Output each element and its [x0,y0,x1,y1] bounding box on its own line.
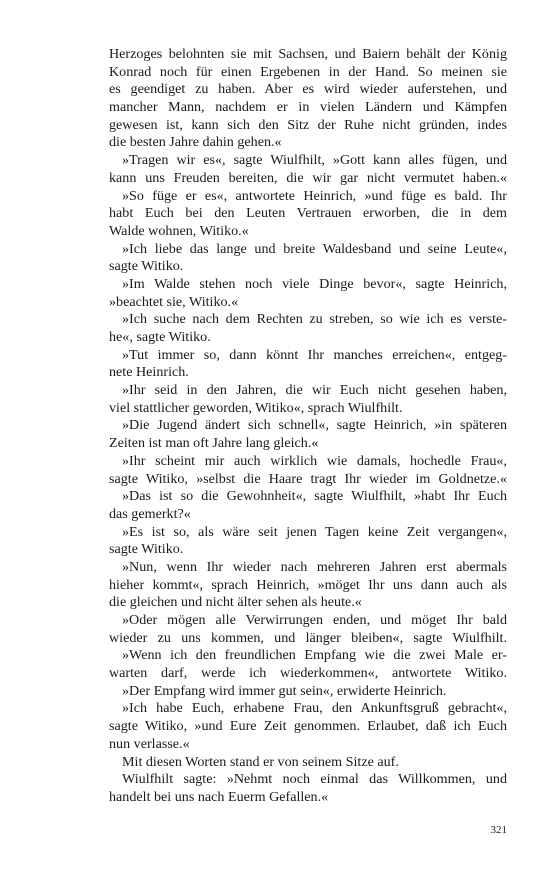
text-line-content: sagte Witiko. [109,258,184,275]
text-line-content: viel stattlicher geworden, Witiko«, sprach Wiulfhilt. [109,399,403,416]
text-line-content: hieher kommt«, sprach Heinrich, »möget Ihr uns dann auch als [109,576,507,593]
text-line [109,754,507,772]
text-line-content: »Ich habe Euch, erhabene Frau, den Ankunftsgruß gebracht«, [122,700,507,717]
text-line [109,46,507,64]
text-line [109,152,507,170]
text-line [109,417,507,435]
text-line-content: handelt bei uns nach Euerm Gefallen.« [109,788,329,805]
text-line-content: »Ich suche nach dem Rechten zu streben, so wie ich es verste- [122,311,507,328]
text-line [109,718,507,736]
text-line [109,541,507,559]
text-line-content: sagte Witiko, »und Eure Zeit genommen. Erlaubet, daß ich Euch [109,718,507,735]
text-line-content: »Ihr seid in den Jahren, die wir Euch nicht gesehen haben, [122,382,507,399]
text-line-content: Wiulfhilt sagte: »Nehmt noch einmal das Willkommen, und [122,771,507,788]
text-line [109,771,507,789]
text-line-content: das gemerkt?« [109,505,191,522]
text-line [109,223,507,241]
text-line-content: »Tut immer so, dann könnt Ihr manches erreichen«, entgeg- [122,346,507,363]
text-line-content: »Oder mögen alle Verwirrungen enden, und möget Ihr bald [122,612,507,628]
text-line-content: »Der Empfang wird immer gut sein«, erwiderte Heinrich. [122,682,447,699]
text-line [109,453,507,471]
text-line [109,559,507,577]
text-line [109,258,507,276]
text-line-content: Herzoges belohnten sie mit Sachsen, und Baiern behält der König [109,46,507,62]
text-line [109,81,507,99]
text-line [109,241,507,259]
text-line [109,789,507,807]
text-line [109,134,507,152]
text-line-content: Mit diesen Worten stand er von seinem Sitze auf. [122,753,399,770]
text-line [109,347,507,365]
text-line-content: »Im Walde stehen noch viele Dinge bevor«, sagte Heinrich, [122,275,507,292]
text-line [109,400,507,418]
text-line-content: »Ihr scheint mir auch wirklich wie damals, hochedle Frau«, [122,452,507,469]
text-line [109,435,507,453]
text-line-content: mancher Mann, nachdem er in vielen Ländern und Kämpfen [109,99,507,116]
text-line-content: habt Euch bei den Leuten Vertrauen erworben, die in dem [109,205,507,222]
text-line-content: gewesen ist, kann sich den Sitz der Ruhe nicht gründen, indes [109,116,507,133]
body-text [109,46,507,807]
text-line-content: nete Heinrich. [109,364,189,381]
text-line-content: »Ich liebe das lange und breite Waldesband und seine Leute«, [122,240,507,257]
text-line [109,630,507,648]
text-line [109,736,507,754]
text-line-content: Zeiten ist man oft Jahre lang gleich.« [109,435,319,452]
text-line [109,506,507,524]
text-line [109,594,507,612]
text-line [109,117,507,135]
text-line-content: kann uns Freuden bereiten, die wir gar nicht vermutet haben.« [109,169,507,186]
text-line [109,364,507,382]
text-line-content: es geendiget zu haben. Aber es wird wieder auferstehen, und [109,81,507,98]
text-line [109,276,507,294]
text-line [109,294,507,312]
text-line [109,170,507,188]
text-line [109,382,507,400]
text-line [109,524,507,542]
text-line-content: Konrad noch für einen Ergebenen in der Hand. So meinen sie [109,63,507,80]
text-line [109,99,507,117]
text-line-content: die besten Jahre dahin gehen.« [109,134,282,151]
text-line-content: warten darf, werde ich wiederkommen«, antwortete Witiko. [109,665,507,682]
text-line-content: »Die Jugend ändert sich schnell«, sagte Heinrich, »in späteren [122,417,507,434]
text-line [109,188,507,206]
text-line-content: wieder zu uns kommen, und länger bleiben«, sagte Wiulfhilt. [109,629,507,646]
text-line-content: »Das ist so die Gewohnheit«, sagte Wiulfhilt, »habt Ihr Euch [122,488,507,505]
text-line-content: die gleichen und nicht älter sehen als heute.« [109,594,362,611]
text-line-content: »beachtet sie, Witiko.« [109,293,239,310]
text-line [109,488,507,506]
text-line [109,612,507,630]
text-line [109,64,507,82]
text-line-content: »So füge er es«, antwortete Heinrich, »und füge es bald. Ihr [122,187,507,204]
text-line [109,647,507,665]
text-line [109,683,507,701]
text-line [109,577,507,595]
text-line [109,205,507,223]
text-line-content: sagte Witiko. [109,541,184,558]
text-line-content: »Wenn ich den freundlichen Empfang wie die zwei Male er- [122,647,507,664]
text-line-content: »Tragen wir es«, sagte Wiulfhilt, »Gott kann alles fügen, und [122,152,507,169]
text-line [109,700,507,718]
text-line-content: Walde wohnen, Witiko.« [109,222,249,239]
text-line-content: sagte Witiko, »selbst die Haare tragt Ihr wieder im Goldnetze.« [109,470,507,487]
text-line-content: he«, sagte Witiko. [109,329,211,345]
text-line-content: nun verlasse.« [109,735,190,752]
text-line-content: »Es ist so, als wäre seit jenen Tagen keine Zeit vergangen«, [122,523,507,540]
text-line-content: »Nun, wenn Ihr wieder nach mehreren Jahren erst abermals [122,558,507,575]
page-number: 321 [490,824,507,836]
text-line [109,665,507,683]
text-line [109,329,507,347]
text-line [109,311,507,329]
text-line [109,471,507,489]
